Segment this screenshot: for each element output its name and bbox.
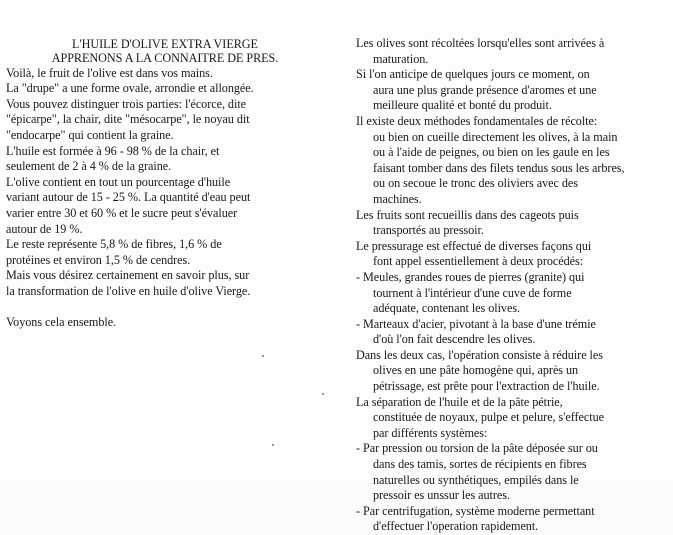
body-line: machines. [373,191,422,206]
left-column [6,38,324,331]
body-line: Le reste représente 5,8 % de fibres, 1,6 % de [6,237,222,252]
body-line: "endocarpe" qui contient la graine. [6,127,174,142]
body-line: variant autour de 15 - 25 %. La quantité d'eau peut [6,190,251,205]
body-line: - Meules, grandes roues de pierres (granite) qui [356,269,585,284]
body-line: ou on secoue le tronc des oliviers avec des [373,176,578,191]
body-line: transportés au pressoir. [373,223,484,238]
body-line: Si l'on anticipe de quelques jours ce moment, on [356,67,590,82]
body-line: seulement de 2 à 4 % de la graine. [6,159,172,174]
body-line: pétrissage, est prête pour l'extraction de l'huile. [373,379,600,394]
body-line: Le pressurage est effectué de diverses façons qui [356,238,592,253]
body-line: pressoir es unssur les autres. [373,488,510,503]
scan-speck [272,444,274,446]
title-line-2: APPRENONS A LA CONNAITRE DE PRES. [51,50,279,65]
body-line: meilleure qualité et bonté du produit. [373,98,552,113]
title-line-1: L'HUILE D'OLIVE EXTRA VIERGE [72,37,258,51]
body-line: adéquate, contenant les olives. [373,301,521,316]
body-line: naturelles ou synthétiques, empilés dans le [373,472,579,487]
scan-speck [262,355,264,357]
body-line: faisant tomber dans des filets tendus sous les arbres, [373,160,625,175]
right-body [356,36,668,535]
closing-line: Voyons cela ensemble. [6,315,117,330]
left-body [6,66,324,300]
right-column [356,36,668,535]
body-line: la transformation de l'olive en huile d'olive Vierge. [6,283,251,298]
body-line: maturation. [373,51,429,66]
body-line: Les olives sont récoltées lorsqu'elles sont arrivées à [356,36,605,50]
body-line: Vous pouvez distinguer trois parties: l'écorce, dite [6,96,247,111]
body-line: La séparation de l'huile et de la pâte pétrie, [356,394,563,409]
body-line: ou bien on cueille directement les olives, à la main [373,129,618,144]
body-line: La "drupe" a une forme ovale, arrondie et allongée. [6,81,254,96]
body-line: tournent à l'intérieur d'une cuve de forme [373,285,572,300]
body-line: par différents systèmes: [373,425,488,440]
spacer [6,300,324,316]
body-line: Voilà, le fruit de l'olive est dans vos mains. [6,65,213,80]
body-line: protéines et environ 1,5 % de cendres. [6,252,191,267]
body-line: aura une plus grande présence d'aromes et une [373,82,597,97]
scan-speck [322,393,324,395]
body-line: autour de 19 %. [6,221,83,236]
body-line: L'huile est formée à 96 - 98 % de la chair, et [6,143,220,158]
body-line: Dans les deux cas, l'opération consiste à réduire les [356,347,603,362]
body-line: "épicarpe", la chair, dite "mésocarpe", le noyau dit [6,112,250,127]
body-line: L'olive contient en tout un pourcentage d'huile [6,174,231,189]
body-line: d'effectuer l'operation rapidement. [373,519,539,534]
body-line: d'où l'on fait descendre les olives. [373,332,536,347]
body-line: - Par pression ou torsion de la pâte déposée sur ou [356,441,598,456]
body-line: Mais vous désirez certainement en savoir plus, sur [6,268,250,283]
body-line: olives en une pâte homogène qui, après un [373,363,579,378]
body-line: Il existe deux méthodes fondamentales de récolte: [356,113,598,128]
body-line: font appel essentiellement à deux procédés: [373,254,584,269]
body-line: varier entre 30 et 60 % et le sucre peut s'évaluer [6,205,238,220]
body-line: Les fruits sont recueillis dans des cageots puis [356,207,579,222]
body-line: - Par centrifugation, système moderne permettant [356,503,595,518]
body-line: constituée de noyaux, pulpe et pelure, s'effectue [373,410,604,425]
body-line: - Marteaux d'acier, pivotant à la base d'une trémie [356,316,596,331]
body-line: dans des tamis, sortes de récipients en fibres [373,457,587,472]
body-line: ou à l'aide de peignes, ou bien on les gaule en les [373,145,610,160]
